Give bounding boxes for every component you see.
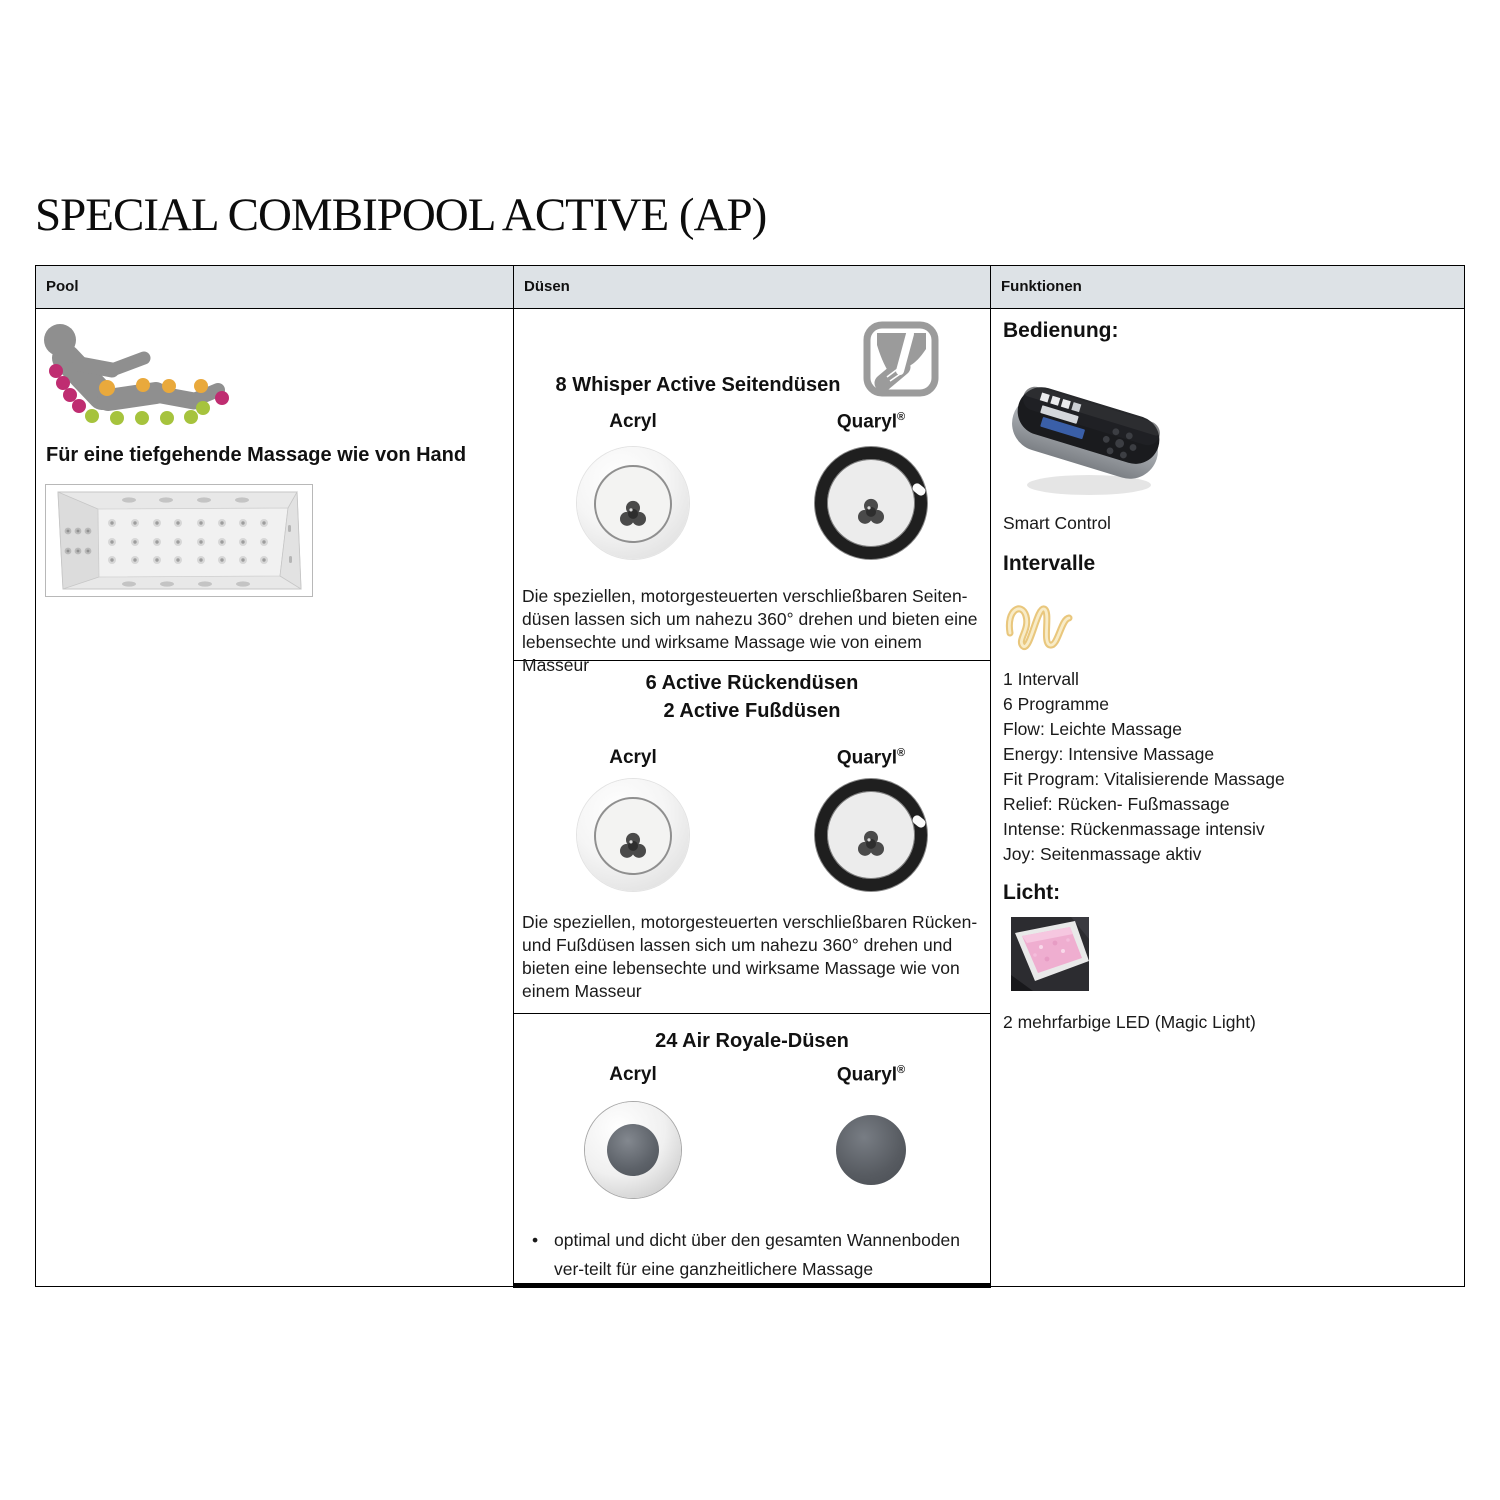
smart-control-remote-photo: [1005, 367, 1165, 509]
section-bullet: • optimal und dicht über den gesamten Wannenboden ver-teilt für eine ganzheitlichere Massage: [528, 1226, 984, 1284]
interval-wave-icon: [1003, 587, 1077, 661]
table-bottom-accent: [513, 1283, 991, 1288]
material-labels: [514, 1064, 990, 1086]
acryl-label: Acryl: [609, 411, 657, 432]
jet-propeller: [617, 830, 649, 862]
spec-table: [35, 265, 1465, 1287]
reclining-person-massage-figure: [44, 322, 266, 440]
list-item: 1 Intervall: [1003, 669, 1079, 689]
section-description: Die speziellen, motorgesteuerten verschließbaren Rücken- und Fußdüsen lassen sich um nahezu 360° drehen und bieten eine lebensechte und wirksame Massage wie von einem Masseur: [522, 912, 978, 1001]
list-item: Joy: Seitenmassage aktiv: [1003, 844, 1202, 864]
acryl-active-jet-image: [577, 779, 689, 891]
section-air-royale-duesen: [514, 1014, 990, 1286]
pool-caption: Für eine tiefgehende Massage wie von Hand: [46, 444, 467, 466]
section-title: 24 Air Royale-Düsen: [655, 1030, 849, 1052]
list-item: Relief: Rücken- Fußmassage: [1003, 794, 1230, 814]
interval-program-list: [1003, 667, 1285, 867]
column-header-funktionen: Funktionen: [991, 266, 1464, 309]
bedienung-caption: Smart Control: [1003, 513, 1111, 533]
duesen-cell: [514, 309, 991, 1286]
quaryl-label: Quaryl®: [836, 1064, 906, 1086]
list-item: Flow: Leichte Massage: [1003, 719, 1182, 739]
acryl-whisper-jet-image: [577, 447, 689, 559]
bathtub-jet-layout-diagram: [45, 484, 315, 598]
column-header-duesen: Düsen: [514, 266, 991, 309]
section-rueckenduesen-fussduesen: [514, 661, 990, 1014]
jet-propeller: [855, 496, 887, 528]
jet-propeller: [617, 498, 649, 530]
quaryl-active-jet-image: [815, 779, 927, 891]
magic-light-tub-photo: [1011, 917, 1089, 991]
quaryl-label: Quaryl®: [836, 747, 906, 769]
jet-propeller: [855, 828, 887, 860]
acryl-air-jet-image: [585, 1102, 681, 1198]
material-labels: [514, 747, 990, 769]
material-labels: [514, 411, 990, 433]
quaryl-air-jet-image: [836, 1115, 906, 1185]
intervalle-heading: Intervalle: [1003, 552, 1096, 575]
bedienung-heading: Bedienung:: [1003, 319, 1119, 342]
figure-head: [44, 324, 76, 356]
quaryl-whisper-jet-image: [815, 447, 927, 559]
acryl-label: Acryl: [609, 747, 657, 768]
acryl-label: Acryl: [609, 1064, 657, 1085]
list-item: Intense: Rückenmassage intensiv: [1003, 819, 1265, 839]
page-title: SPECIAL COMBIPOOL ACTIVE (AP): [35, 189, 767, 241]
section-title: 8 Whisper Active Seitendüsen: [555, 374, 841, 396]
pool-cell: [36, 309, 514, 1286]
section-whisper-seitenduesen: [514, 309, 990, 675]
section-title: 6 Active Rückendüsen 2 Active Fußdüsen: [645, 672, 859, 722]
bullet-marker: •: [532, 1230, 539, 1250]
quaryl-label: Quaryl®: [836, 411, 906, 433]
list-item: Energy: Intensive Massage: [1003, 744, 1215, 764]
column-header-pool: Pool: [36, 266, 514, 309]
licht-heading: Licht:: [1003, 881, 1061, 904]
funktionen-cell: [991, 309, 1464, 1286]
section-description: Die speziellen, motorgesteuerten verschließbaren Seiten-düsen lassen sich um nahezu 360° drehen und bieten eine lebensechte und wirksame Massage wie von einem Masseur: [522, 586, 978, 675]
list-item: Fit Program: Vitalisierende Massage: [1003, 769, 1285, 789]
licht-caption: 2 mehrfarbige LED (Magic Light): [1003, 1012, 1256, 1032]
list-item: 6 Programme: [1003, 694, 1110, 714]
